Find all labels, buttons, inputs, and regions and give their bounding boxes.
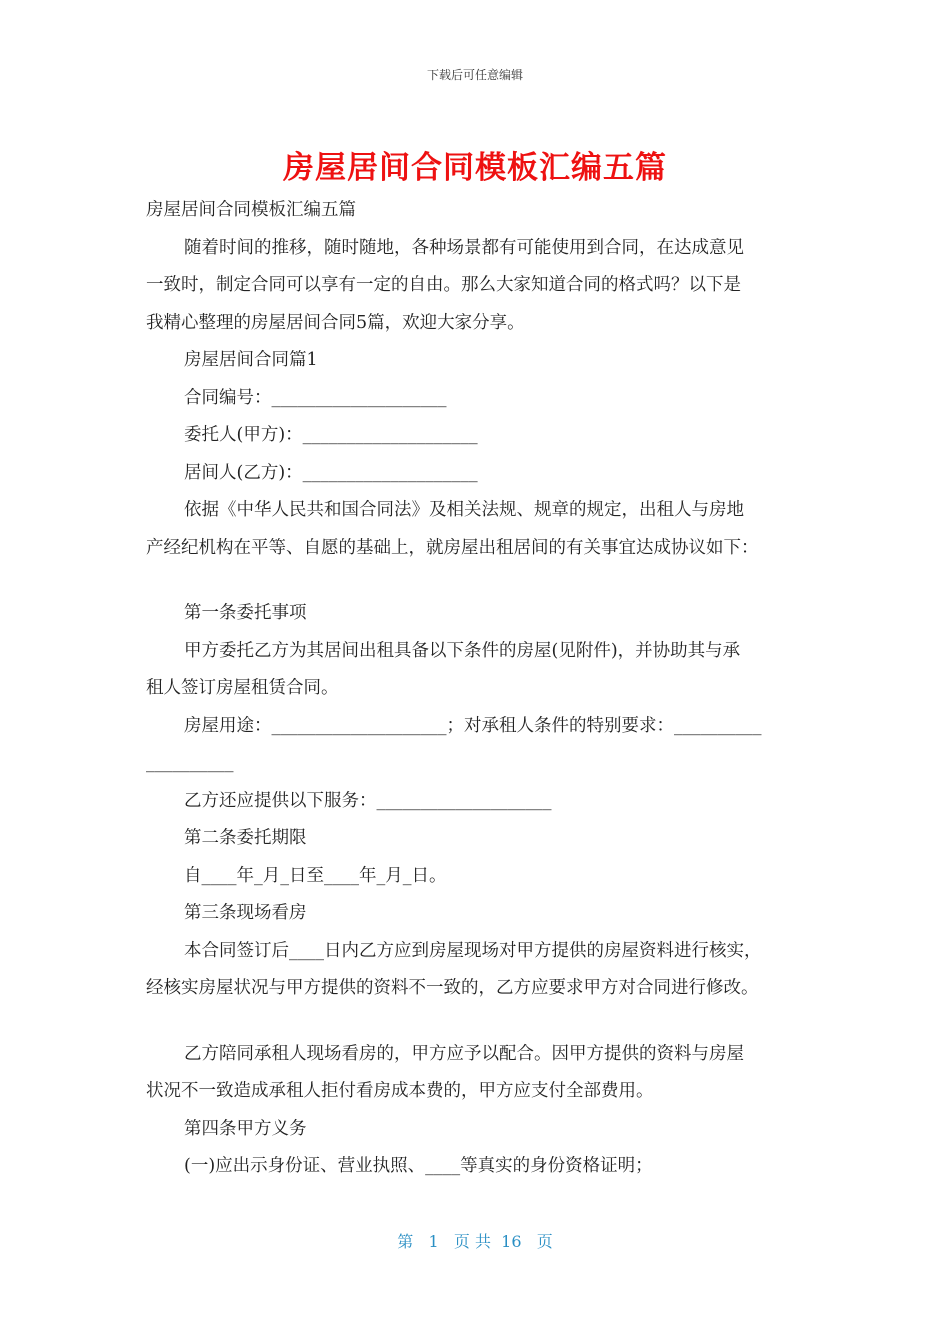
document-body xyxy=(146,192,808,1186)
article-1-heading: 第一条委托事项 xyxy=(184,603,307,623)
article-1-line-1: 甲方委托乙方为其居间出租具备以下条件的房屋(见附件)，并协助其与承 xyxy=(184,640,741,661)
usage-field-continued: __________ xyxy=(146,753,234,773)
article-4-heading: 第四条甲方义务 xyxy=(184,1118,307,1139)
article-3-line-2: 经核实房屋状况与甲方提供的资料不一致的，乙方应要求甲方对合同进行修改。 xyxy=(146,978,759,998)
article-3-line-1: 本合同签订后____日内乙方应到房屋现场对甲方提供的房屋资料进行核实， xyxy=(184,940,762,961)
broker-party-field: 居间人(乙方)：____________________ xyxy=(184,462,478,483)
article-3-line-4: 状况不一致造成承租人拒付看房成本费的，甲方应支付全部费用。 xyxy=(146,1081,654,1101)
contract-number-field: 合同编号：____________________ xyxy=(184,387,447,408)
page-footer: 第 1 页 共 16 页 xyxy=(397,1232,553,1251)
header-note: 下载后可任意编辑 xyxy=(426,68,523,82)
article-3-heading: 第三条现场看房 xyxy=(184,903,307,923)
section-heading-1: 房屋居间合同篇1 xyxy=(184,350,318,370)
intro-line-3: 我精心整理的房屋居间合同5篇，欢迎大家分享。 xyxy=(146,312,525,333)
term-field: 自____年_月_日至____年_月_日。 xyxy=(184,865,447,886)
basis-line-1: 依据《中华人民共和国合同法》及相关法规、规章的规定，出租人与房地 xyxy=(184,500,744,520)
article-2-heading: 第二条委托期限 xyxy=(184,828,307,848)
services-field: 乙方还应提供以下服务：____________________ xyxy=(184,790,552,811)
intro-line-1: 随着时间的推移，随时随地，各种场景都有可能使用到合同，在达成意见 xyxy=(184,237,744,258)
basis-line-2: 产经纪机构在平等、自愿的基础上，就房屋出租居间的有关事宜达成协议如下： xyxy=(146,537,759,558)
client-party-field: 委托人(甲方)：____________________ xyxy=(184,425,478,445)
intro-line-2: 一致时，制定合同可以享有一定的自由。那么大家知道合同的格式吗？以下是 xyxy=(146,275,741,295)
article-1-line-2: 租人签订房屋租赁合同。 xyxy=(146,678,339,698)
subtitle-line: 房屋居间合同模板汇编五篇 xyxy=(146,200,356,220)
paragraph-gap xyxy=(146,1008,808,1036)
article-4-item-1: (一)应出示身份证、营业执照、____等真实的身份资格证明； xyxy=(184,1156,653,1176)
usage-field: 房屋用途：____________________；对承租人条件的特别要求：__________ xyxy=(184,715,762,736)
paragraph-gap xyxy=(146,567,808,595)
article-3-line-3: 乙方陪同承租人现场看房的，甲方应予以配合。因甲方提供的资料与房屋 xyxy=(184,1043,744,1064)
document-title: 房屋居间合同模板汇编五篇 xyxy=(283,150,667,186)
